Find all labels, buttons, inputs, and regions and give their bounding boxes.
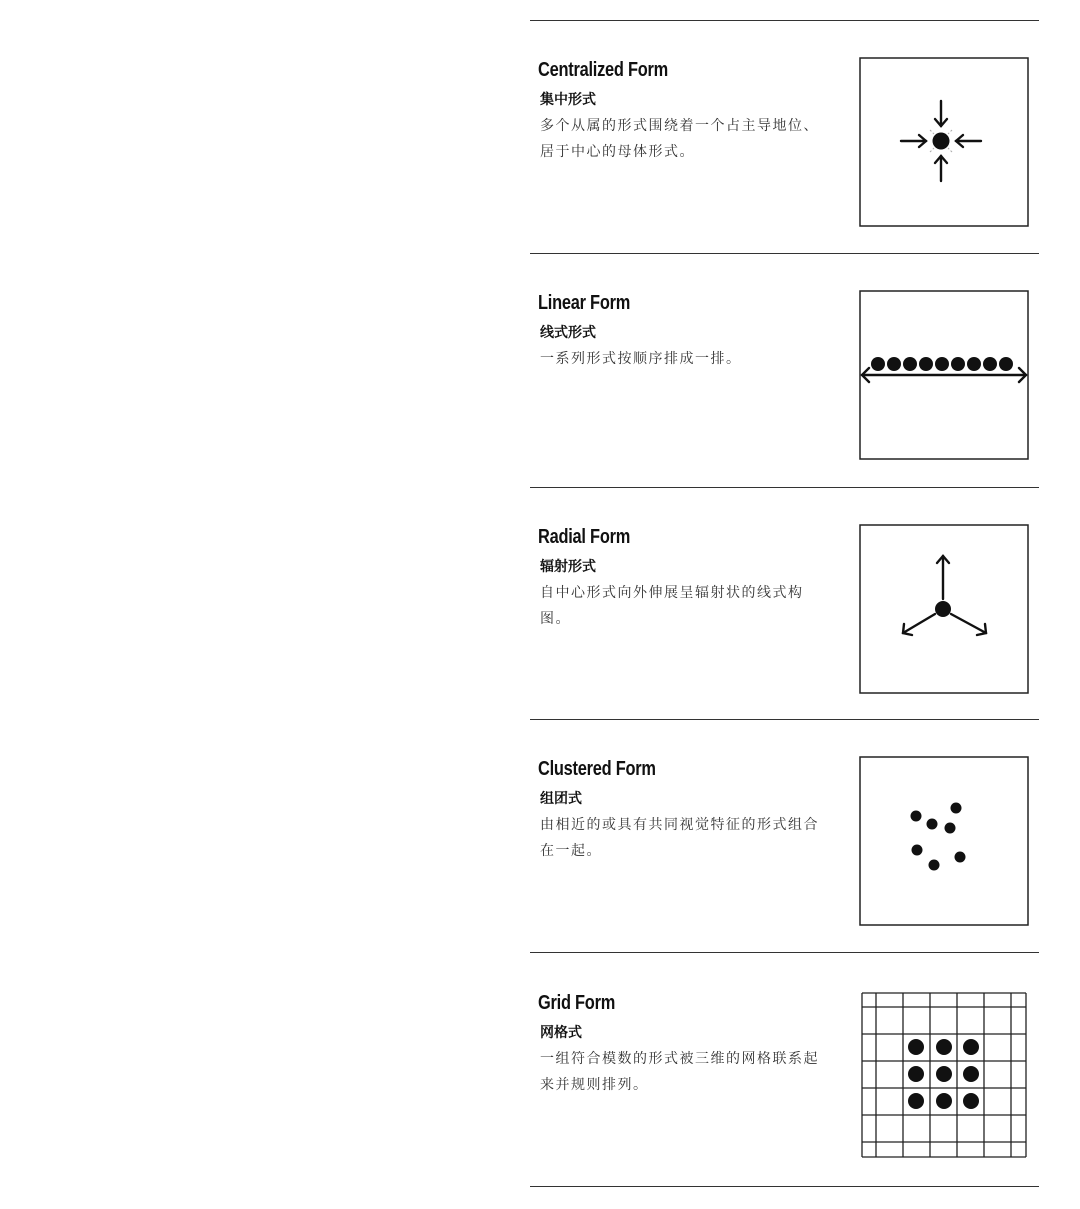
grid-form-icon [858, 989, 1030, 1161]
section-subtitle: 辐射形式 [540, 559, 596, 575]
section-subtitle: 线式形式 [540, 325, 596, 341]
linear-form-icon [858, 289, 1030, 461]
form-section-grid [538, 954, 1038, 1188]
section-description: 由相近的或具有共同视觉特征的形式组合在一起。 [540, 817, 819, 859]
section-title: Grid Form [538, 992, 616, 1014]
form-section-clustered [538, 720, 1038, 954]
section-title: Clustered Form [538, 758, 656, 780]
section-title: Centralized Form [538, 59, 669, 81]
radial-form-icon [858, 523, 1030, 695]
section-description: 一系列形式按顺序排成一排。 [540, 351, 742, 367]
section-title: Linear Form [538, 292, 631, 314]
section-description: 一组符合模数的形式被三维的网格联系起来并规则排列。 [540, 1051, 819, 1093]
form-section-linear [538, 254, 1038, 488]
centralized-form-icon [858, 56, 1030, 228]
section-title: Radial Form [538, 526, 631, 548]
section-subtitle: 网格式 [540, 1025, 582, 1041]
clustered-form-icon [858, 755, 1030, 927]
form-section-centralized [538, 21, 1038, 255]
section-subtitle: 集中形式 [540, 92, 596, 108]
section-description: 多个从属的形式围绕着一个占主导地位、居于中心的母体形式。 [540, 118, 819, 160]
section-subtitle: 组团式 [540, 791, 582, 807]
form-section-radial [538, 488, 1038, 722]
section-description: 自中心形式向外伸展呈辐射状的线式构图。 [540, 585, 804, 627]
